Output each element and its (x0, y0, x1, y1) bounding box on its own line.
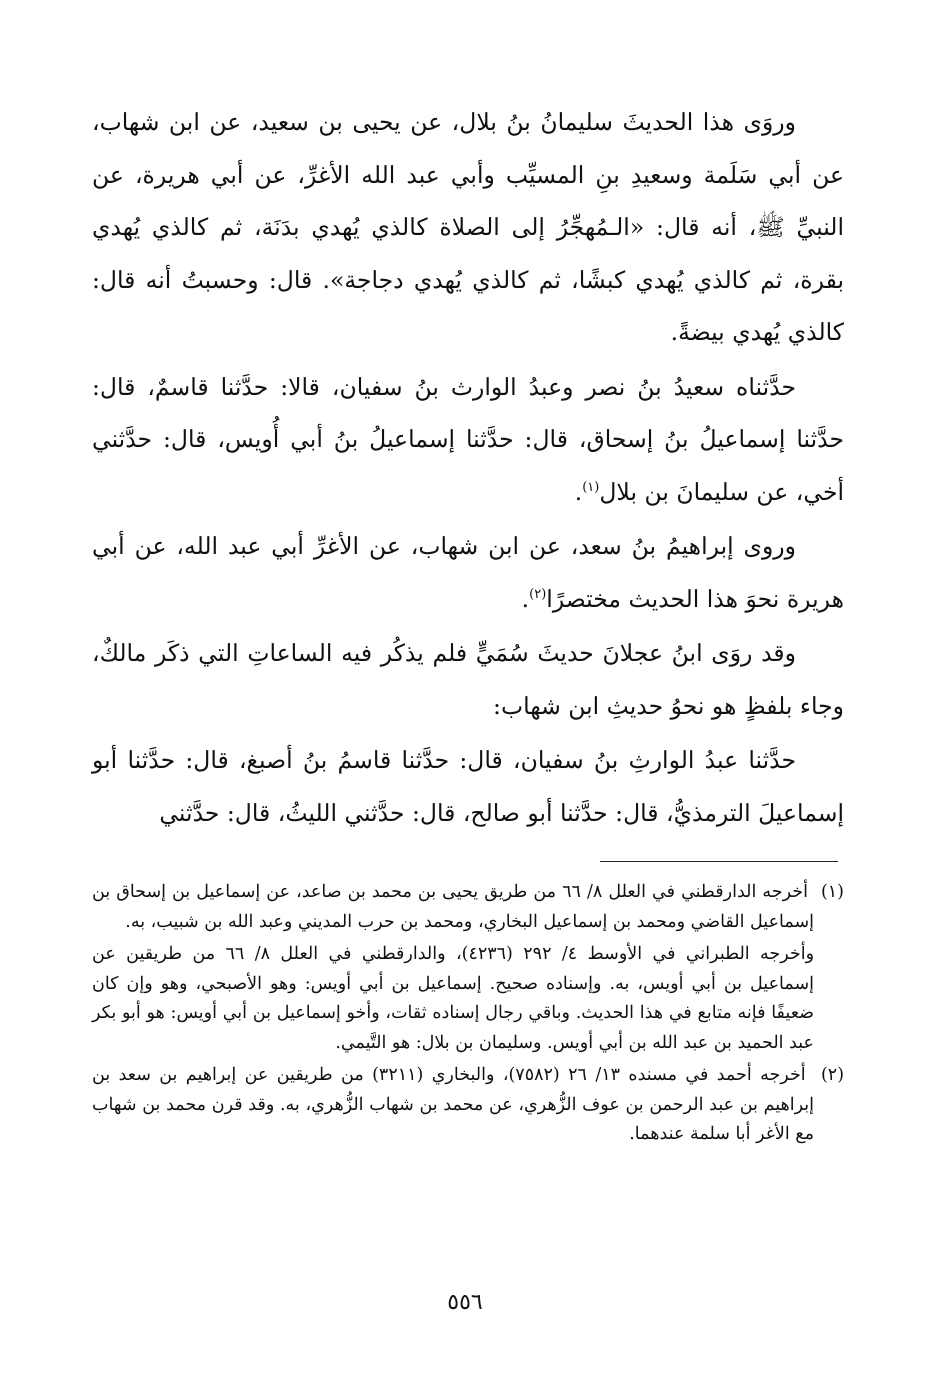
paragraph-5 (92, 734, 844, 839)
paragraph-3 (92, 520, 844, 625)
footnote-1-text-2: وأخرجه الطبراني في الأوسط ٤/ ٢٩٢ (٤٢٣٦)، والدارقطني في العلل ٨/ ٦٦ من طريقين عن إسماعيل بن أبي أويس، به. وإسناده صحيح. إسماعيل بن أبي أويس: وهو الأصبحي، وهو وإن كان ضعيفًا فإنه متابع في هذا الحديث. وباقي رجال إسناده ثقات، وأخو إسماعيل بن أبي أويس: هو أبو بكر عبد الحميد بن عبد الله بن أبي أويس. وسليمان بن بلال: هو التَّيمي. (92, 944, 815, 1053)
footnote-ref-1[interactable]: (١) (582, 479, 600, 495)
paragraph-3-tail: . (521, 584, 530, 613)
footnote-2-text: أخرجه أحمد في مسنده ١٣/ ٢٦ (٧٥٨٢)، والبخاري (٣٢١١) من طريقين عن إبراهيم بن سعد بن إبراهيم بن عبد الرحمن بن عوف الزُّهري، عن محمد بن شهاب الزُّهري، به. وقد قرن محمد بن شهاب مع الأغر أبا سلمة عندهما. (92, 1065, 814, 1144)
paragraph-5-text: حدَّثنا عبدُ الوارثِ بنُ سفيان، قال: حدَّثنا قاسمُ بنُ أصبغ، قال: حدَّثنا أبو إسماعيلَ الترمذيُّ، قال: حدَّثنا أبو صالح، قال: حدَّثني الليثُ، قال: حدَّثني (92, 746, 844, 827)
footnote-ref-2[interactable]: (٢) (529, 586, 547, 602)
footnotes (92, 878, 844, 1153)
paragraph-3-text: وروى إبراهيمُ بنُ سعد، عن ابن شهاب، عن الأغرِّ أبي عبد الله، عن أبي هريرة نحوَ هذا الحديث مختصرًا (92, 532, 844, 613)
body-text (92, 96, 844, 839)
page-number: ٥٥٦ (447, 1290, 483, 1315)
paragraph-4 (92, 627, 844, 732)
footnote-separator (600, 861, 838, 862)
paragraph-2 (92, 361, 844, 519)
footnote-2-number: (٢) (820, 1065, 845, 1085)
footnote-1 (92, 878, 844, 937)
footnote-1-continuation (92, 940, 844, 1058)
footnote-2 (92, 1061, 844, 1150)
paragraph-1 (92, 96, 844, 359)
paragraph-1-text: وروَى هذا الحديثَ سليمانُ بنُ بلال، عن يحيى بن سعيد، عن ابن شهاب، عن أبي سَلَمة وسعيدِ بنِ المسيِّب وأبي عبد الله الأغرِّ، عن أبي هريرة، عن النبيِّ ﷺ، أنه قال: «الـمُهجِّرُ إلى الصلاة كالذي يُهدي بدَنَة، ثم كالذي يُهدي بقرة، ثم كالذي يُهدي كبشًا، ثم كالذي يُهدي دجاجة». قال: وحسبتُ أنه قال: كالذي يُهدي بيضةً. (92, 108, 844, 346)
footnote-1-number: (١) (820, 882, 844, 902)
paragraph-2-text: حدَّثناه سعيدُ بنُ نصر وعبدُ الوارث بنُ سفيان، قالا: حدَّثنا قاسمٌ، قال: حدَّثنا إسماعيلُ بنُ إسحاق، قال: حدَّثنا إسماعيلُ بنُ أبي أُويس، قال: حدَّثني أخي، عن سليمانَ بن بلال (92, 372, 844, 506)
footnote-1-text: أخرجه الدارقطني في العلل ٨/ ٦٦ من طريق يحيى بن محمد بن صاعد، عن إسماعيل بن إسحاق بن إسماعيل القاضي ومحمد بن إسماعيل البخاري، ومحمد بن حرب المديني وعبد الله بن شبيب، به. (92, 882, 814, 932)
paragraph-4-text: وقد روَى ابنُ عجلانَ حديثَ سُمَيٍّ فلم يذكُر فيه الساعاتِ التي ذكَر مالكٌ، وجاء بلفظٍ هو نحوُ حديثِ ابن شهاب: (92, 639, 844, 720)
main-text (92, 96, 844, 841)
paragraph-2-tail: . (574, 477, 583, 506)
